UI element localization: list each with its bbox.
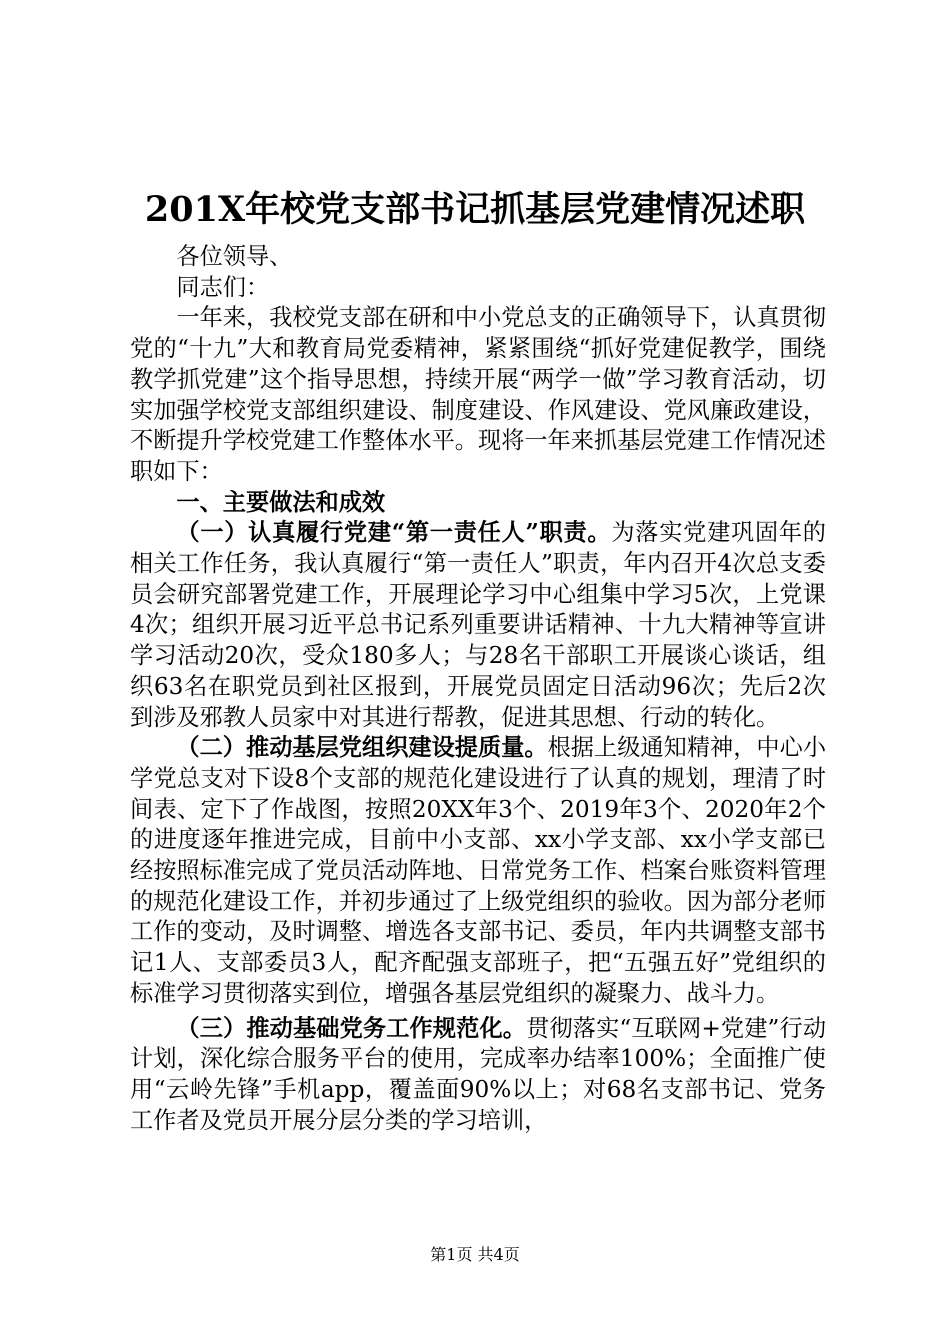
document-title: 201X年校党支部书记抓基层党建情况述职 (144, 189, 806, 230)
page-number-footer: 第1页 共4页 (430, 1245, 520, 1264)
salutation-line-2: 同志们： (176, 273, 270, 301)
paragraph-3-lead: （三）推动基础党务工作规范化。 (176, 1014, 527, 1042)
paragraph-2 (130, 733, 826, 1009)
intro-paragraph: 一年来，我校党支部在研和中小党总支的正确领导下，认真贯彻党的“十九”大和教育局党委精神，紧紧围绕“抓好党建促教学，围绕教学抓党建”这个指导思想，持续开展“两学一做”学习教育活动，切实加强学校党支部组织建设、制度建设、作风建设、党风廉政建设，不断提升学校党建工作整体水平。现将一年来抓基层党建工作情况述职如下： (130, 304, 826, 485)
paragraph-1-lead: （一）认真履行党建“第一责任人”职责。 (176, 519, 612, 547)
paragraph-2-text: 根据上级通知精神，中心小学党总支对下设8个支部的规范化建设进行了认真的规划，理清了时间表、定下了作战图，按照20XX年3个、2019年3个、2020年2个的进度逐年推进完成，目前中小支部、xx小学支部、xx小学支部已经按照标准完成了党员活动阵地、日常党务工作、档案台账资料管理的规范化建设工作，并初步通过了上级党组织的验收。因为部分老师工作的变动，及时调整、增选各支部书记、委员，年内共调整支部书记1人、支部委员3人，配齐配强支部班子，把“五强五好”党组织的标准学习贯彻落实到位，增强各基层党组织的凝聚力、战斗力。 (130, 734, 827, 1007)
section-heading-1: 一、主要做法和成效 (176, 488, 386, 516)
paragraph-2-lead: （二）推动基层党组织建设提质量。 (176, 734, 548, 762)
paragraph-1 (130, 518, 826, 733)
paragraph-3 (130, 1014, 826, 1137)
paragraph-3-text: 贯彻落实“互联网+党建”行动计划，深化综合服务平台的使用，完成率办结率100%；全面推广使用“云岭先锋”手机app，覆盖面90%以上；对68名支部书记、党务工作者及党员开展分层分类的学习培训， (130, 1014, 827, 1134)
paragraph-1-text: 为落实党建巩固年的相关工作任务，我认真履行“第一责任人”职责，年内召开4次总支委员会研究部署党建工作，开展理论学习中心组集中学习5次，上党课4次；组织开展习近平总书记系列重要讲话精神、十九大精神等宣讲学习活动20次，受众180多人；与28名干部职工开展谈心谈话，组织63名在职党员到社区报到，开展党员固定日活动96次；先后2次到涉及邪教人员家中对其进行帮教，促进其思想、行动的转化。 (130, 519, 826, 731)
document-body (130, 242, 826, 1136)
salutation-line-1: 各位领导、 (176, 243, 293, 270)
